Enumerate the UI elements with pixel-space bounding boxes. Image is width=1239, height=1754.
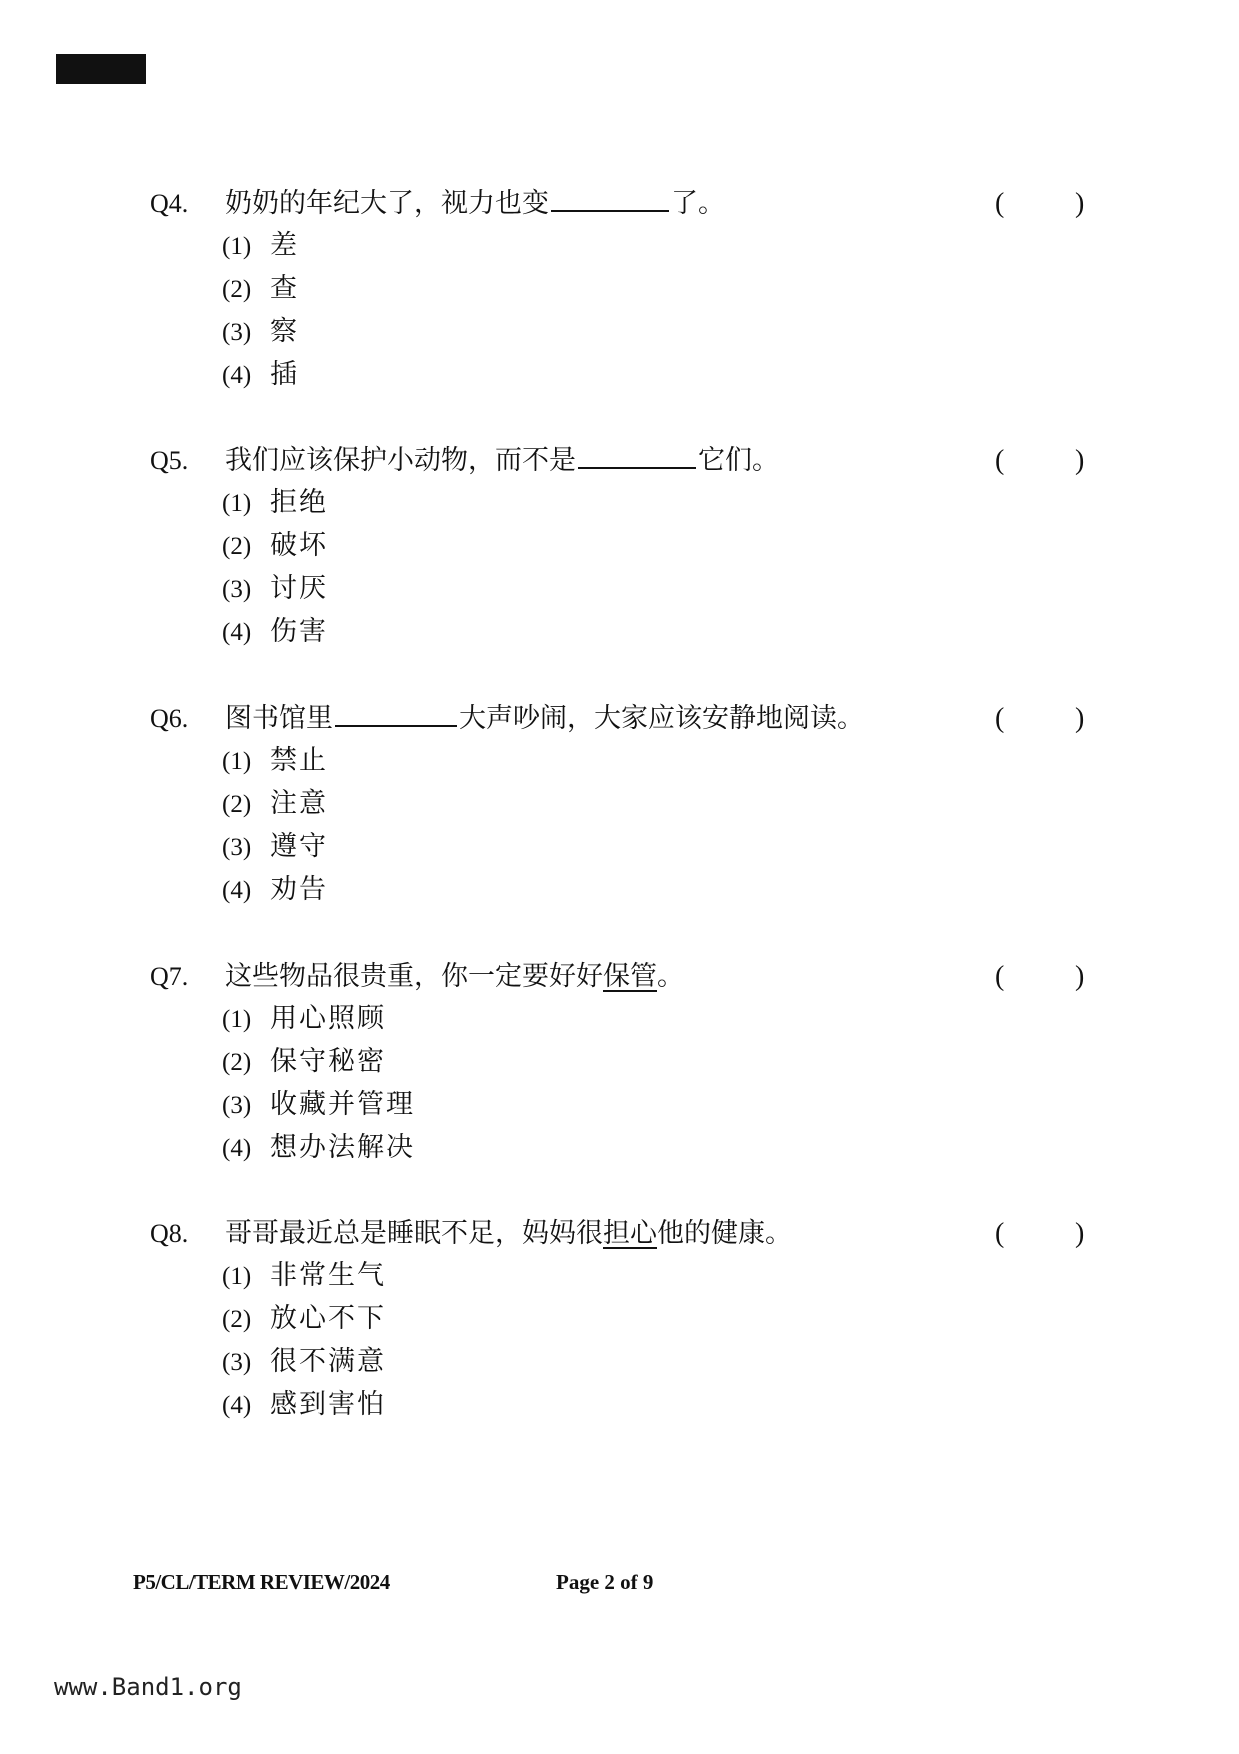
option-2 bbox=[222, 1042, 386, 1082]
question-q8 bbox=[0, 1214, 1239, 1454]
question-text-before: 奶奶的年纪大了，视力也变 bbox=[225, 188, 549, 219]
question-text-before: 哥哥最近总是睡眠不足，妈妈很 bbox=[225, 1218, 603, 1249]
answer-paren-open: ( bbox=[995, 188, 1005, 219]
question-text bbox=[225, 957, 684, 997]
option-2 bbox=[222, 526, 328, 566]
option-text: 插 bbox=[270, 359, 299, 390]
option-text: 想办法解决 bbox=[270, 1132, 415, 1163]
option-number: (2) bbox=[222, 1049, 252, 1076]
option-text: 察 bbox=[270, 316, 299, 347]
option-2 bbox=[222, 784, 328, 824]
option-4 bbox=[222, 612, 328, 652]
option-number: (3) bbox=[222, 319, 252, 346]
option-number: (1) bbox=[222, 490, 252, 517]
answer-paren-close: ) bbox=[1075, 1218, 1085, 1249]
option-text: 讨厌 bbox=[270, 573, 328, 604]
option-number: (3) bbox=[222, 1092, 252, 1119]
option-text: 伤害 bbox=[270, 616, 328, 647]
option-4 bbox=[222, 870, 328, 910]
option-number: (1) bbox=[222, 233, 252, 260]
question-number: Q8. bbox=[150, 1219, 189, 1248]
question-text bbox=[225, 441, 779, 481]
option-4 bbox=[222, 1128, 415, 1168]
option-text: 禁止 bbox=[270, 745, 328, 776]
option-4 bbox=[222, 355, 299, 395]
option-number: (2) bbox=[222, 533, 252, 560]
answer-paren-close: ) bbox=[1075, 703, 1085, 734]
option-number: (1) bbox=[222, 1006, 252, 1033]
option-1 bbox=[222, 1256, 386, 1296]
option-text: 很不满意 bbox=[270, 1346, 386, 1377]
question-text-after: 它们。 bbox=[698, 445, 779, 476]
question-q4 bbox=[0, 184, 1239, 424]
option-number: (4) bbox=[222, 877, 252, 904]
option-2 bbox=[222, 269, 299, 309]
option-number: (3) bbox=[222, 576, 252, 603]
option-text: 收藏并管理 bbox=[270, 1089, 415, 1120]
option-number: (4) bbox=[222, 1135, 252, 1162]
question-number: Q4. bbox=[150, 189, 189, 218]
option-number: (1) bbox=[222, 1263, 252, 1290]
question-number: Q7. bbox=[150, 962, 189, 991]
answer-paren-close: ) bbox=[1075, 188, 1085, 219]
option-number: (4) bbox=[222, 1392, 252, 1419]
underlined-word: 保管 bbox=[603, 961, 657, 992]
footer-page-number: Page 2 of 9 bbox=[556, 1570, 654, 1594]
redaction-block bbox=[56, 54, 146, 84]
option-text: 破坏 bbox=[270, 530, 328, 561]
option-number: (3) bbox=[222, 1349, 252, 1376]
option-text: 非常生气 bbox=[270, 1260, 386, 1291]
option-text: 劝告 bbox=[270, 874, 328, 905]
question-text-after: 他的健康。 bbox=[657, 1218, 792, 1249]
option-4 bbox=[222, 1385, 386, 1425]
option-1 bbox=[222, 483, 328, 523]
question-q6 bbox=[0, 699, 1239, 939]
option-2 bbox=[222, 1299, 386, 1339]
option-number: (3) bbox=[222, 834, 252, 861]
option-text: 注意 bbox=[270, 788, 328, 819]
question-number: Q6. bbox=[150, 704, 189, 733]
option-number: (2) bbox=[222, 276, 252, 303]
question-number: Q5. bbox=[150, 446, 189, 475]
answer-paren-close: ) bbox=[1075, 445, 1085, 476]
answer-paren-close: ) bbox=[1075, 961, 1085, 992]
question-text-before: 这些物品很贵重，你一定要好好 bbox=[225, 961, 603, 992]
option-text: 用心照顾 bbox=[270, 1003, 386, 1034]
option-number: (4) bbox=[222, 362, 252, 389]
question-text-before: 图书馆里 bbox=[225, 703, 333, 734]
option-3 bbox=[222, 312, 299, 352]
option-number: (4) bbox=[222, 619, 252, 646]
question-text-after: 大声吵闹，大家应该安静地阅读。 bbox=[459, 703, 864, 734]
answer-paren-open: ( bbox=[995, 1218, 1005, 1249]
answer-paren-open: ( bbox=[995, 445, 1005, 476]
option-text: 查 bbox=[270, 273, 299, 304]
option-1 bbox=[222, 226, 299, 266]
option-number: (2) bbox=[222, 1306, 252, 1333]
watermark-url: www.Band1.org bbox=[54, 1673, 242, 1701]
option-3 bbox=[222, 1085, 415, 1125]
answer-blank bbox=[551, 186, 669, 212]
answer-paren-open: ( bbox=[995, 703, 1005, 734]
footer-paper-code: P5/CL/TERM REVIEW/2024 bbox=[133, 1570, 390, 1594]
question-q5 bbox=[0, 441, 1239, 681]
answer-paren-open: ( bbox=[995, 961, 1005, 992]
option-text: 保守秘密 bbox=[270, 1046, 386, 1077]
option-1 bbox=[222, 999, 386, 1039]
option-text: 拒绝 bbox=[270, 487, 328, 518]
question-text bbox=[225, 184, 725, 224]
answer-blank bbox=[335, 701, 457, 727]
question-text bbox=[225, 699, 864, 739]
option-text: 遵守 bbox=[270, 831, 328, 862]
question-text-before: 我们应该保护小动物，而不是 bbox=[225, 445, 576, 476]
question-text-after: 。 bbox=[657, 961, 684, 992]
option-3 bbox=[222, 569, 328, 609]
option-3 bbox=[222, 827, 328, 867]
option-number: (2) bbox=[222, 791, 252, 818]
option-number: (1) bbox=[222, 748, 252, 775]
question-text-after: 了。 bbox=[671, 188, 725, 219]
option-text: 感到害怕 bbox=[270, 1389, 386, 1420]
option-text: 差 bbox=[270, 230, 299, 261]
option-text: 放心不下 bbox=[270, 1303, 386, 1334]
answer-blank bbox=[578, 443, 696, 469]
option-3 bbox=[222, 1342, 386, 1382]
underlined-word: 担心 bbox=[603, 1218, 657, 1249]
question-q7 bbox=[0, 957, 1239, 1197]
option-1 bbox=[222, 741, 328, 781]
question-text bbox=[225, 1214, 792, 1254]
